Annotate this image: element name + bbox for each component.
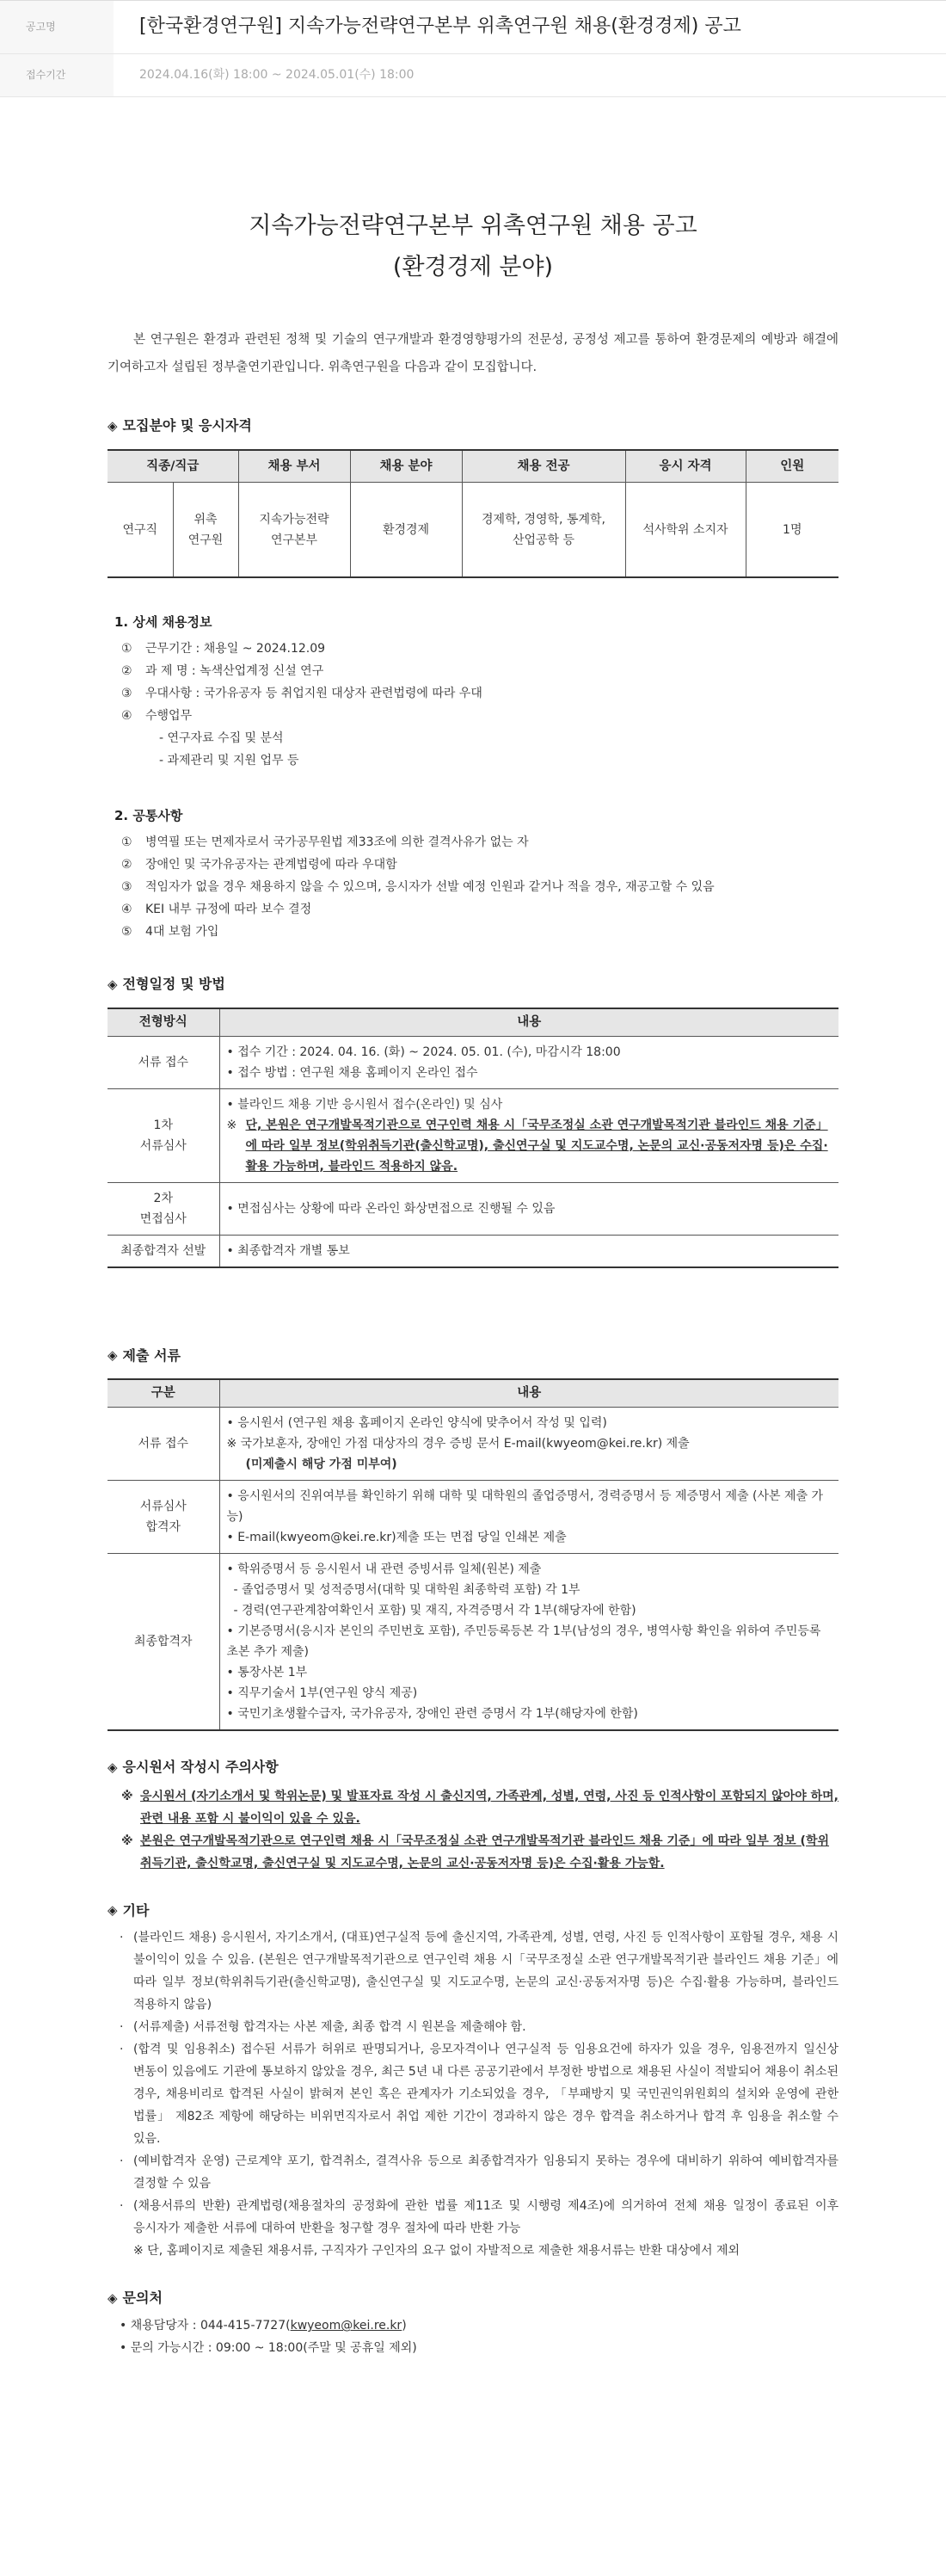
cell-major: [462, 483, 625, 577]
content-note: [227, 1115, 832, 1177]
item-text: 근무기간 : 채용일 ~ 2024.12.09: [145, 642, 326, 656]
stage-label: 서류 접수: [108, 1036, 219, 1088]
diamond-bullet-icon: ◈: [108, 1902, 118, 1919]
stage-content: [219, 1036, 838, 1088]
notice-meta-table: [0, 0, 946, 97]
col-header-stage: 전형방식: [108, 1008, 219, 1036]
item-text: 과 제 명 : 녹색산업계정 신설 연구: [145, 664, 324, 679]
stage-content: [219, 1088, 838, 1182]
col-header-dept: 채용 부서: [238, 450, 350, 483]
item-text: 우대사항 : 국가유공자 등 취업지원 대상자 관련법령에 따라 우대: [145, 687, 482, 701]
item-text: (블라인드 채용) 응시원서, 자기소개서, (대표)연구실적 등에 출신지역, 가족관계, 성별, 연령, 사진 등 인적사항이 포함될 경우, 채용 시 불이익이 있을 수 있음. (본원은 연구개발목적기관으로 연구인력 채용 시「국무조정실 소관 연구개발목적기관 블라인드 채용 기준」에 따라 일부 정보(학위취득기관(출신학교명), 출신연구실 및 지도교수명, 논문의 교신·공동저자명 등)은 수집·활용 가능하며, 블라인드 적용하지 않음): [133, 1931, 838, 2012]
section-title: 전형일정 및 방법: [122, 976, 225, 993]
content-line: • 학위증명서 등 응시원서 내 관련 증빙서류 일체(원본) 제출: [226, 1562, 542, 1576]
sub-list-item: - 연구자료 수집 및 분석: [159, 731, 284, 746]
notice-title-label: 공고명: [0, 1, 114, 53]
document-title: [108, 206, 838, 288]
cell-job-grade: [173, 483, 238, 577]
content-line: - 경력(연구관계참여확인서 포함) 및 재직, 자격증명서 각 1부(해당자에 한함): [233, 1603, 636, 1618]
note-text: 응시원서 (자기소개서 및 학위논문) 및 발표자료 작성 시 출신지역, 가족관계, 성별, 연령, 사진 등 인적사항이 포함되지 않아야 하며, 관련 내용 포함 시 불이익이 있을 수 있음.: [140, 1789, 838, 1826]
section-title: 기타: [122, 1901, 150, 1919]
item-number: ①: [121, 642, 132, 656]
stage-label: 최종합격자 선발: [108, 1235, 219, 1267]
notice-title-row: [0, 1, 946, 54]
table-row: [108, 483, 838, 577]
section-heading-etc: [108, 1901, 838, 1922]
stage-label: [108, 1182, 219, 1235]
list-item: [121, 1785, 838, 1830]
stage-content: [219, 1182, 838, 1235]
section-title: 문의처: [122, 2289, 163, 2307]
section-title: 제출 서류: [122, 1347, 181, 1364]
table-header-row: [108, 450, 838, 483]
contact-phone: [120, 2314, 838, 2337]
item-text: (서류제출) 서류전형 합격자는 사본 제출, 최종 합격 시 원본을 제출해야 함.: [133, 2020, 526, 2035]
diamond-bullet-icon: ◈: [108, 2290, 118, 2307]
col-header-qualification: 응시 자격: [625, 450, 746, 483]
cautions-list: [108, 1785, 838, 1875]
item-number: ④: [121, 709, 132, 724]
col-header-content: 내용: [219, 1008, 838, 1036]
section-heading-recruitment: [108, 416, 838, 437]
note-mark: ※: [121, 1833, 133, 1848]
sub-list-item: - 과제관리 및 지원 업무 등: [159, 754, 299, 768]
col-header-job: 직종/직급: [108, 450, 238, 483]
contact-hours: • 문의 가능시간 : 09:00 ~ 18:00(주말 및 공휴일 제외): [120, 2341, 417, 2356]
diamond-bullet-icon: ◈: [108, 1759, 118, 1775]
content-line: • 응시원서의 진위여부를 확인하기 위해 대학 및 대학원의 졸업증명서, 경력증명서 등 제증명서 제출 (사본 제출 가능): [226, 1488, 824, 1524]
list-item: [121, 921, 838, 943]
table-header-row: [108, 1379, 838, 1407]
item-text: KEI 내부 규정에 따라 보수 결정: [145, 903, 312, 917]
stage-label-l1: 2차: [153, 1191, 173, 1205]
category-content: [219, 1407, 838, 1480]
notice-body: [108, 97, 838, 2359]
document-title-line2: (환경경제 분야): [392, 254, 554, 280]
item-text: 장애인 및 국가유공자는 관계법령에 따라 우대함: [145, 858, 397, 872]
diamond-bullet-icon: ◈: [108, 1347, 118, 1364]
col-header-field: 채용 분야: [350, 450, 462, 483]
table-row: [108, 1407, 838, 1480]
item-number: ②: [121, 664, 132, 679]
cell-job-grade-l1: 위촉: [194, 512, 218, 527]
stage-label-l2: 면접심사: [139, 1211, 187, 1226]
cell-major-l2: 산업공학 등: [512, 533, 575, 547]
content-line: • 접수 방법 : 연구원 채용 홈페이지 온라인 접수: [226, 1065, 478, 1080]
section-heading-schedule: [108, 974, 838, 995]
section-heading-contact: [108, 2288, 838, 2309]
content-line: • 국민기초생활수급자, 국가유공자, 장애인 관련 증명서 각 1부(해당자에 한함): [226, 1706, 638, 1721]
list-item: [121, 876, 838, 898]
col-header-count: 인원: [746, 450, 838, 483]
schedule-table: [108, 1008, 838, 1268]
diamond-bullet-icon: ◈: [108, 977, 118, 993]
recruitment-table: [108, 449, 838, 578]
notice-title: [한국환경연구원] 지속가능전략연구본부 위촉연구원 채용(환경경제) 공고: [139, 15, 741, 38]
category-label-l1: 서류심사: [139, 1499, 187, 1513]
document-title-line1: 지속가능전략연구본부 위촉연구원 채용 공고: [249, 213, 697, 239]
stage-label-l1: 1차: [153, 1118, 173, 1132]
item-text: 4대 보험 가입: [145, 925, 219, 940]
item-note: ※ 단, 홈페이지로 제출된 채용서류, 구직자가 구인자의 요구 없이 자발적으로 제출한 채용서류는 반환 대상에서 제외: [133, 2244, 740, 2259]
item-number: ②: [121, 858, 132, 872]
content-line: • E-mail(kwyeom@kei.re.kr)제출 또는 면접 당일 인쇄본 제출: [226, 1530, 567, 1544]
note-text: 본원은 연구개발목적기관으로 연구인력 채용 시「국무조정실 소관 연구개발목적기관 블라인드 채용 기준」에 따라 일부 정보 (학위취득기관, 출신학교명, 출신연구실 및 지도교수명, 논문의 교신·공동저자명 등)은 수집·활용 가능함.: [140, 1833, 830, 1870]
list-item: [121, 705, 838, 727]
list-item: [121, 682, 838, 705]
cell-count: 1명: [783, 522, 802, 537]
list-item: · (서류제출) 서류전형 합격자는 사본 제출, 최종 합격 시 원본을 제출해야 함.: [120, 2016, 838, 2038]
category-content: [219, 1553, 838, 1730]
section-title: 응시원서 작성시 주의사항: [122, 1758, 279, 1775]
list-item: · (예비합격자 운영) 근로계약 포기, 합격취소, 결격사유 등으로 최종합격자가 임용되지 못하는 경우에 대비하기 위하여 예비합격자를 결정할 수 있음: [120, 2150, 838, 2195]
cell-major-l1: 경제학, 경영학, 통계학,: [482, 512, 605, 527]
list-item: · (합격 및 임용취소) 접수된 서류가 허위로 판명되거나, 응모자격이나 연구실적 등 임용요건에 하자가 있을 경우, 임용전까지 일신상 변동이 있음에도 기관에 통보하지 않았을 경우, 최근 5년 내 다른 공공기관에서 부정한 방법으로 채용된 사실이 적발되어 채용이 취소된 경우, 채용비리로 합격된 사실이 밝혀져 본인 혹은 관계자가 기소되었을 경우, 「부패방지 및 국민권익위원회의 설치와 운영에 관한 법률」 제82조 제항에 해당하는 비위면직자로서 취업 제한 기간이 경과하지 않은 경우 합격을 취소하거나 합격 후 임용을 취소할 수 있음.: [120, 2038, 838, 2150]
content-line: • 통장사본 1부: [226, 1665, 308, 1679]
note-mark: ※: [121, 1789, 133, 1803]
list-item: · (채용서류의 반환) 관계법령(채용절차의 공정화에 관한 법률 제11조 및 시행령 제4조)에 의거하여 전체 채용 일정이 종료된 이후 응시자가 제출한 서류에 대하여 반환을 청구할 경우 절차에 따라 반환 가능: [120, 2195, 838, 2240]
stage-label-l2: 서류심사: [139, 1138, 187, 1153]
item-text: (합격 및 임용취소) 접수된 서류가 허위로 판명되거나, 응모자격이나 연구실적 등 임용요건에 하자가 있을 경우, 임용전까지 일신상 변동이 있음에도 기관에 통보하지 않았을 경우, 최근 5년 내 다른 공공기관에서 부정한 방법으로 채용된 사실이 적발되어 채용이 취소된 경우, 채용비리로 합격된 사실이 밝혀져 본인 혹은 관계자가 기소되었을 경우, 「부패방지 및 국민권익위원회의 설치와 운영에 관한 법률」 제82조 제항에 해당하는 비위면직자로서 취업 제한 기간이 경과하지 않은 경우 합격을 취소하거나 합격 후 임용을 취소할 수 있음.: [133, 2043, 838, 2147]
section-title: 모집분야 및 응시자격: [122, 417, 252, 434]
table-row: [108, 1182, 838, 1235]
item-text: 병역필 또는 면제자로서 국가공무원법 제33조에 의한 결격사유가 없는 자: [145, 835, 529, 850]
table-row: [108, 1036, 838, 1088]
content-line: • 접수 기간 : 2024. 04. 16. (화) ~ 2024. 05. 01. (수), 마감시각 18:00: [226, 1045, 621, 1059]
item-number: ④: [121, 903, 132, 917]
item-text: (채용서류의 반환) 관계법령(채용절차의 공정화에 관한 법률 제11조 및 시행령 제4조)에 의거하여 전체 채용 일정이 종료된 이후 응시자가 제출한 서류에 대하여 반환을 청구할 경우 절차에 따라 반환 가능: [133, 2199, 838, 2236]
contact-email-link[interactable]: kwyeom@kei.re.kr: [290, 2319, 402, 2333]
contact-paren: ): [402, 2319, 407, 2333]
table-row: [108, 1553, 838, 1730]
list-item: [121, 854, 838, 876]
content-line: • 기본증명서(응시자 본인의 주민번호 포함), 주민등록등본 각 1부(남성의 경우, 병역사항 확인을 위하여 주민등록초본 추가 제출): [226, 1624, 821, 1659]
cell-dept-l1: 지속가능전략: [259, 512, 329, 527]
list-item: [121, 638, 838, 660]
category-label: 최종합격자: [108, 1553, 219, 1730]
documents-table: [108, 1378, 838, 1731]
notice-period-row: [0, 54, 946, 97]
content-line: - 졸업증명서 및 성적증명서(대학 및 대학원 최종학력 포함) 각 1부: [233, 1582, 580, 1597]
content-line: • 직무기술서 1부(연구원 양식 제공): [226, 1685, 418, 1700]
contact-phone-label: • 채용담당자 : 044-415-7727(: [120, 2319, 291, 2333]
cell-dept: [238, 483, 350, 577]
cell-dept-l2: 연구본부: [270, 533, 318, 547]
item-text: 적임자가 없을 경우 채용하지 않을 수 있으며, 응시자가 선발 예정 인원과 같거나 적을 경우, 재공고할 수 있음: [145, 880, 715, 895]
common-heading: 2. 공통사항: [114, 808, 183, 824]
item-text: 수행업무: [145, 709, 193, 724]
content-line: • 응시원서 (연구원 채용 홈페이지 온라인 양식에 맞추어서 작성 및 입력): [226, 1415, 607, 1430]
col-header-content: 내용: [219, 1379, 838, 1407]
item-text: (예비합격자 운영) 근로계약 포기, 합격취소, 결격사유 등으로 최종합격자가 임용되지 못하는 경우에 대비하기 위하여 예비합격자를 결정할 수 있음: [133, 2154, 838, 2191]
content-line: • 블라인드 채용 기반 응시원서 접수(온라인) 및 심사: [226, 1097, 503, 1112]
common-list: [108, 831, 838, 943]
table-row: [108, 1088, 838, 1182]
table-row: [108, 1235, 838, 1267]
col-header-major: 채용 전공: [462, 450, 625, 483]
etc-list: [108, 1926, 838, 2262]
stage-label: [108, 1088, 219, 1182]
list-item: [121, 898, 838, 921]
category-label: [108, 1480, 219, 1553]
category-content: [219, 1480, 838, 1553]
list-item: [121, 660, 838, 682]
category-label: 서류 접수: [108, 1407, 219, 1480]
item-number: ③: [121, 687, 132, 701]
contact-info: [108, 2314, 838, 2359]
intro-paragraph: 본 연구원은 환경과 관련된 정책 및 기술의 연구개발과 환경영향평가의 전문성, 공정성 제고를 통하여 환경문제의 예방과 해결에 기여하고자 설립된 정부출연기관입니다. 위촉연구원을 다음과 같이 모집합니다.: [108, 333, 838, 374]
stage-content: [219, 1235, 838, 1267]
list-item: [121, 1830, 838, 1875]
list-item: [121, 831, 838, 854]
cell-job-grade-l2: 연구원: [187, 533, 224, 547]
note-text: 단, 본원은 연구개발목적기관으로 연구인력 채용 시「국무조정실 소관 연구개발목적기관 블라인드 채용 기준」에 따라 일부 정보(학위취득기관(출신학교명), 출신연구실 및 지도교수명, 논문의 교신·공동저자명 등)은 수집·활용 가능하며, 블라인드 적용하지 않음.: [245, 1118, 828, 1174]
content-line: • 면접심사는 상황에 따라 온라인 화상면접으로 진행될 수 있음: [226, 1201, 556, 1216]
list-item: · (블라인드 채용) 응시원서, 자기소개서, (대표)연구실적 등에 출신지역, 가족관계, 성별, 연령, 사진 등 인적사항이 포함될 경우, 채용 시 불이익이 있을 수 있음. (본원은 연구개발목적기관으로 연구인력 채용 시「국무조정실 소관 연구개발목적기관 블라인드 채용 기준」에 따라 일부 정보(학위취득기관(출신학교명), 출신연구실 및 지도교수명, 논문의 교신·공동저자명 등)은 수집·활용 가능하며, 블라인드 적용하지 않음): [120, 1926, 838, 2016]
content-line: (미제출시 해당 가점 미부여): [245, 1457, 397, 1471]
item-number: ⑤: [121, 925, 132, 940]
notice-period-label: 접수기간: [0, 54, 114, 96]
cell-job-type: 연구직: [108, 483, 173, 577]
note-mark: ※: [226, 1118, 237, 1132]
content-line: ※ 국가보훈자, 장애인 가점 대상자의 경우 증빙 문서 E-mail(kwyeom@kei.re.kr) 제출: [226, 1436, 690, 1451]
diamond-bullet-icon: ◈: [108, 417, 118, 434]
cell-qualification: 석사학위 소지자: [625, 483, 746, 577]
notice-period: 2024.04.16(화) 18:00 ~ 2024.05.01(수) 18:00: [139, 67, 415, 82]
detail-list: [108, 638, 838, 772]
content-line: • 최종합격자 개별 통보: [226, 1243, 350, 1258]
detail-heading: 1. 상세 채용정보: [114, 613, 212, 630]
table-header-row: [108, 1008, 838, 1036]
table-row: [108, 1480, 838, 1553]
category-label-l2: 합격자: [145, 1519, 181, 1534]
cell-field: 환경경제: [350, 483, 462, 577]
section-heading-cautions: [108, 1757, 838, 1778]
item-number: ③: [121, 880, 132, 895]
section-heading-documents: [108, 1346, 838, 1367]
col-header-category: 구분: [108, 1379, 219, 1407]
item-number: ①: [121, 835, 132, 850]
